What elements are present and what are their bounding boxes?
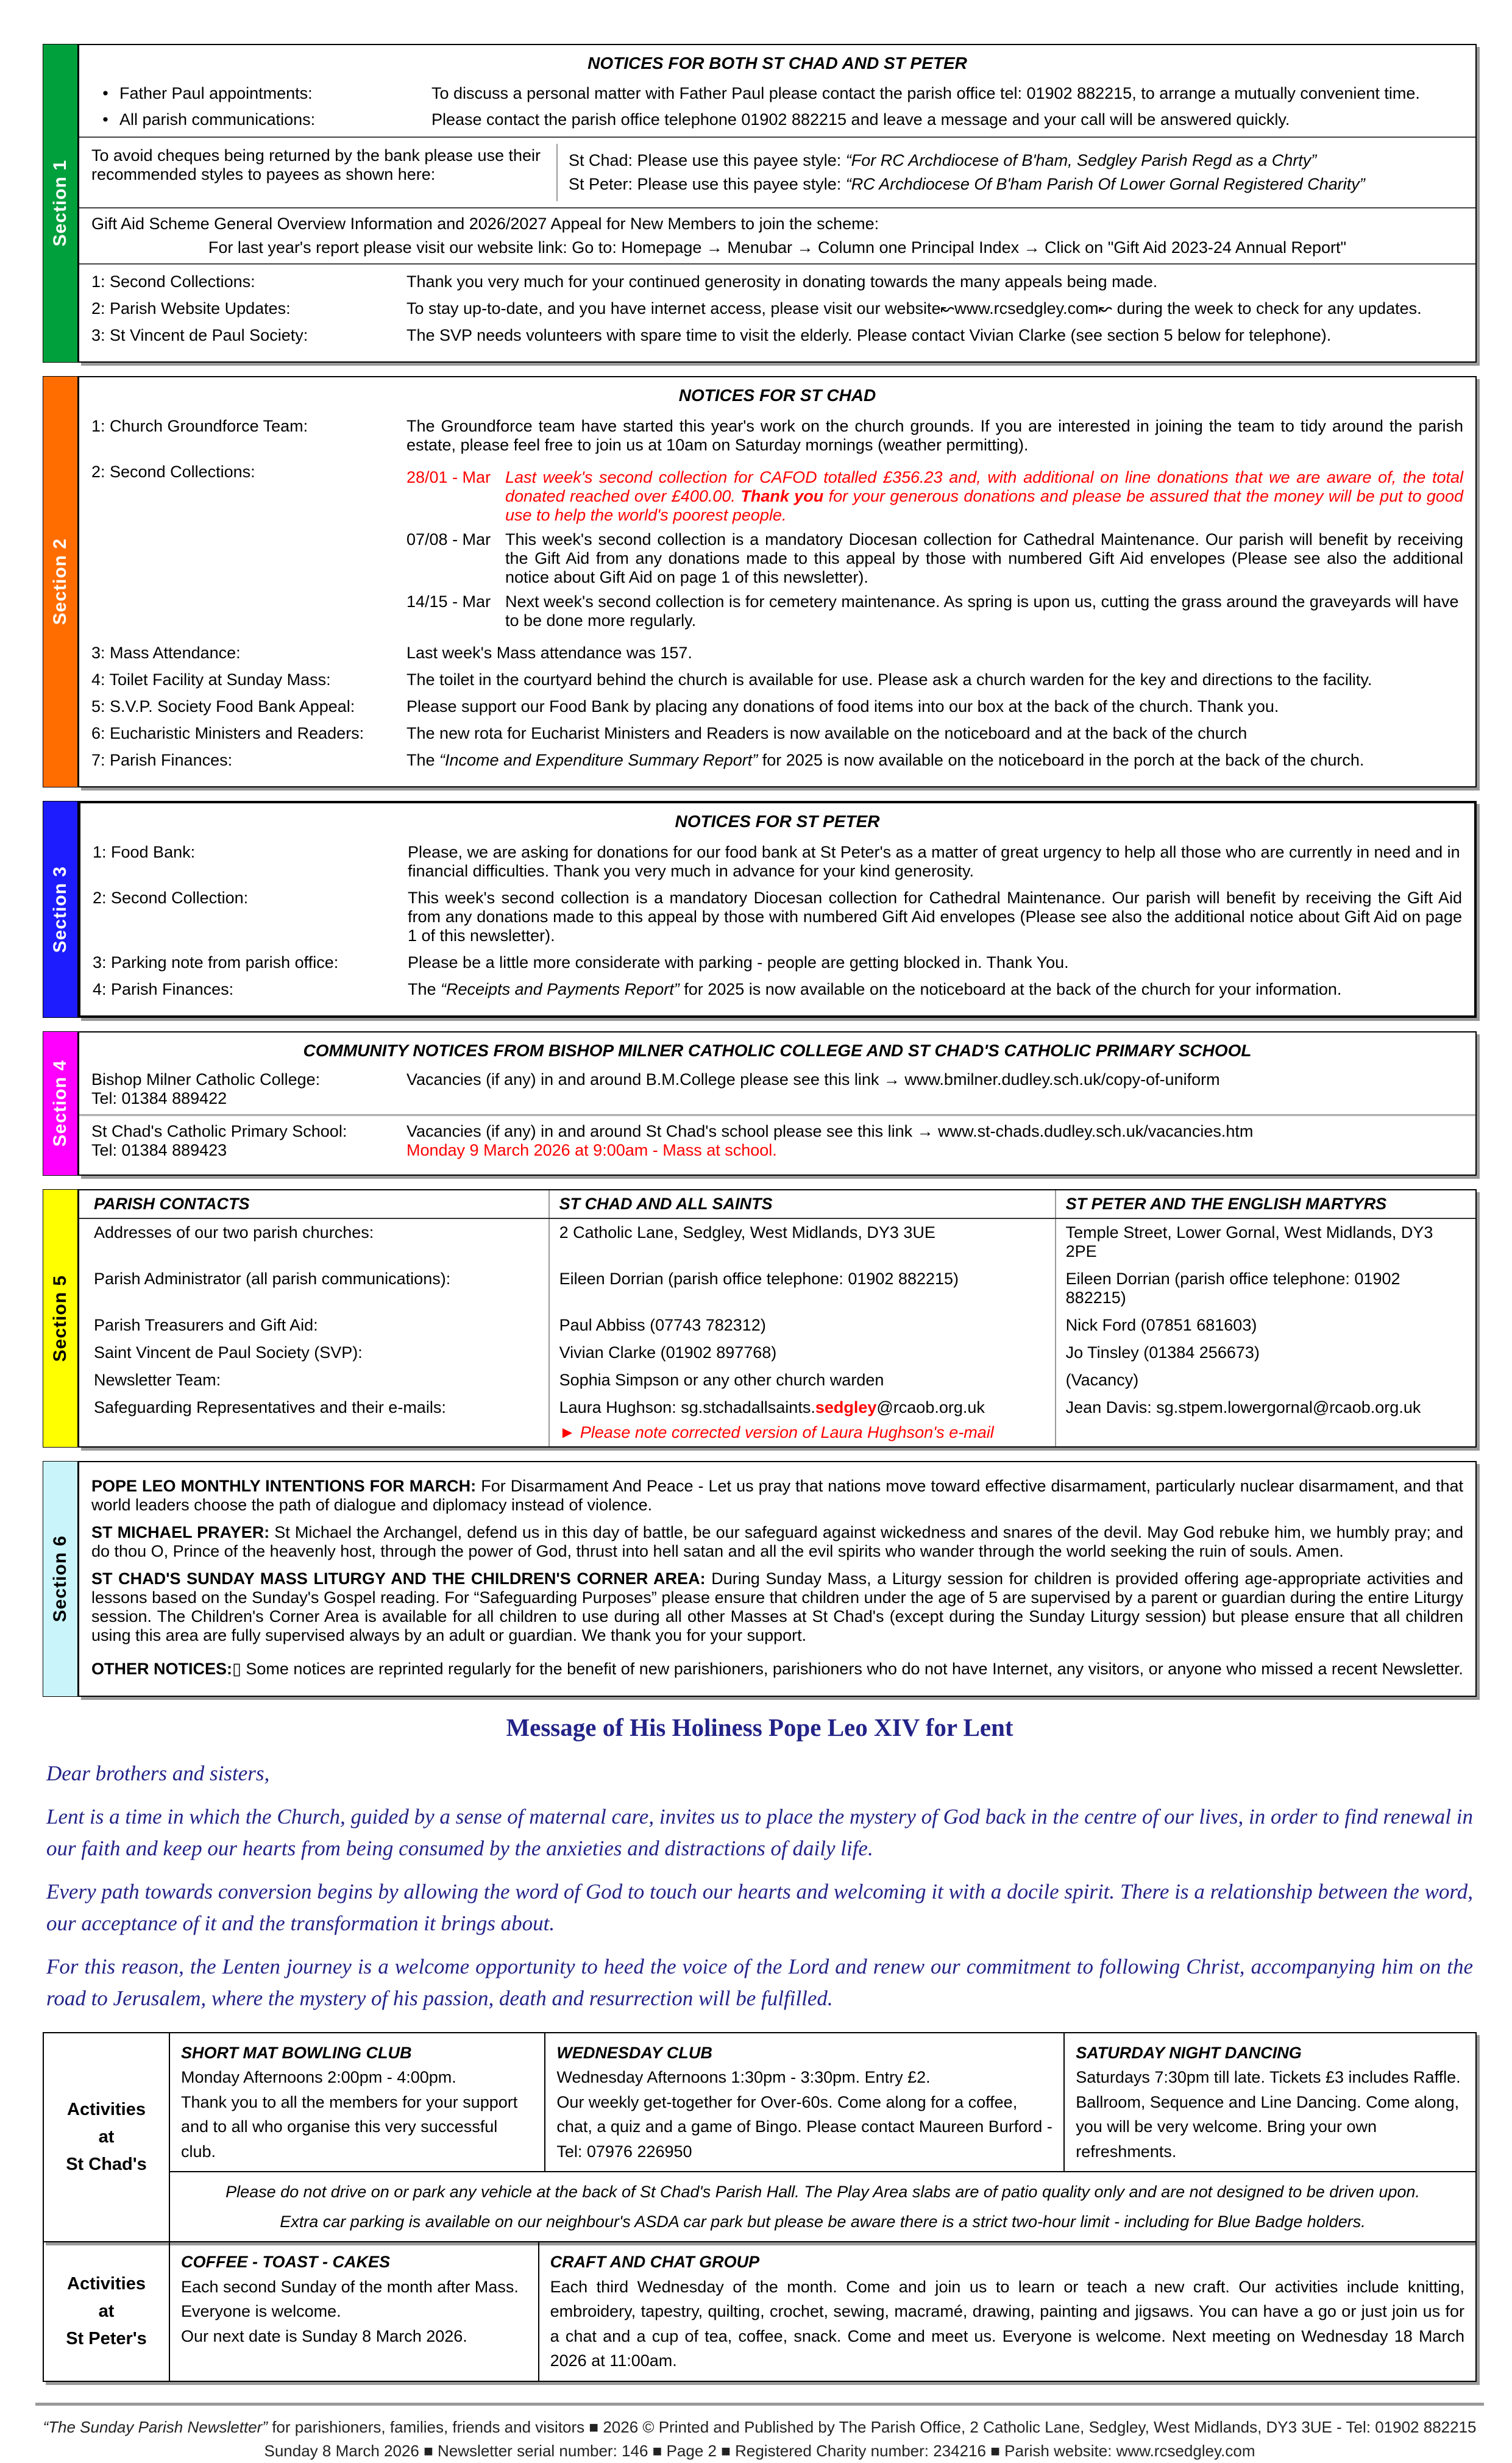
section-5-box xyxy=(78,1189,1477,1448)
contacts-header-row xyxy=(91,1190,1463,1218)
paragraph-text: St Michael the Archangel, defend us in this day of battle, be our safeguard against wickedness and snares of the devil. May God rebuke him, we humbly pray; and do thou O, Prince of the heavenly host, through the power of God, thrust into hell satan and all the evil spirits who wander through the world seeking the ruin of souls. Amen. xyxy=(91,1523,1463,1560)
section-1-color-bar xyxy=(43,44,78,363)
notice-text: Please, we are asking for donations for our food bank at St Peter's as a matter of great urgency to help all those who are currently in need and in financial difficulties. Thank you very much in advance for your kind generosity. xyxy=(408,843,1460,880)
section-2-color-bar xyxy=(43,376,78,787)
notice-label: 2: Parish Website Updates: xyxy=(91,299,291,318)
divider xyxy=(79,263,1475,265)
contacts-header: ST PETER AND THE ENGLISH MARTYRS xyxy=(1055,1190,1463,1218)
section-4-bar-label: Section 4 xyxy=(50,1060,70,1147)
label-line: at xyxy=(98,2301,115,2321)
section-6 xyxy=(43,1461,1477,1697)
contact-stchad: Sophia Simpson or any other church warden xyxy=(548,1367,1055,1394)
collection-item xyxy=(406,468,1463,525)
paragraph-text: During Sunday Mass, a Liturgy session for children is provided offering age-appropriate activities and lessons based on the Sunday's Gospel reading. For “Safeguarding Purposes” please ensure that children under the age of 5 are supervised by a parent or guardian during the entire Liturgy session. The Children's Corner Area is available for all children to use during all other Masses at St Chad's (except during the Sunday Liturgy session) but please ensure that all children using this area are fully supervised always by an adult or guardian. We thank you for your support. xyxy=(91,1569,1463,1644)
notice-row xyxy=(91,326,1463,345)
paragraph-lead: OTHER NOTICES:▯ xyxy=(91,1660,241,1678)
club-text: Ballroom, Sequence and Line Dancing. Come along, you will be very welcome. Bring your own refreshments. xyxy=(1076,2092,1460,2161)
notice-text xyxy=(408,980,1462,999)
footer-line2: Sunday 8 March 2026 ■ Newsletter serial number: 146 ■ Page 2 ■ Registered Charity number: 234216 ■ Parish website: www.rcsedgley.com xyxy=(264,2441,1255,2460)
contact-role: Saint Vincent de Paul Society (SVP): xyxy=(94,1343,363,1362)
collection-text xyxy=(505,468,1463,525)
collection-date: 14/15 - Mar xyxy=(406,592,491,611)
club-line: Everyone is welcome. xyxy=(181,2302,341,2321)
payee-pre: St Peter: Please use this payee style: xyxy=(569,175,842,193)
notice-label: 5: S.V.P. Society Food Bank Appeal: xyxy=(91,697,355,716)
activities-stchads-content xyxy=(170,2033,1475,2242)
collection-text: Next week's second collection is for cemetery maintenance. As spring is upon us, cutting the grass around the graveyards will have to be done more regularly. xyxy=(505,592,1459,630)
club-name: WEDNESDAY CLUB xyxy=(556,2043,712,2062)
contact-stchad: 2 Catholic Lane, Sedgley, West Midlands, DY3 3UE xyxy=(548,1219,1055,1265)
collection-date: 07/08 - Mar xyxy=(406,530,491,549)
section-3-color-bar xyxy=(43,801,78,1018)
label-line: Activities xyxy=(67,2099,146,2119)
section-2-bar-label: Section 2 xyxy=(50,538,70,625)
collection-item xyxy=(406,592,1463,630)
notice-text: The Groundforce team have started this year's work on the church grounds. If you are interested in joining the team to tidy around the parish estate, please feel free to join us at 10am on Saturday mornings (weather permitting). xyxy=(406,417,1463,454)
section-1 xyxy=(43,44,1477,363)
notice-label: 4: Parish Finances: xyxy=(93,980,234,998)
contacts-row xyxy=(91,1265,1463,1312)
payee-pre: St Chad: Please use this payee style: xyxy=(569,151,842,169)
notice-paragraph xyxy=(91,1660,1463,1679)
label-line: at xyxy=(98,2127,115,2147)
email-corrected-part: sedgley xyxy=(815,1398,877,1416)
section-3 xyxy=(43,801,1477,1018)
pope-message-title: Message of His Holiness Pope Leo XIV for Lent xyxy=(506,1713,1013,1741)
label-line: Activities xyxy=(67,2274,146,2294)
notice-row xyxy=(91,644,1463,663)
club-text: Thank you to all the members for your support and to all who organise this very successful club. xyxy=(181,2092,518,2161)
contacts-row xyxy=(91,1312,1463,1339)
club-cell xyxy=(170,2242,538,2381)
club-name: COFFEE - TOAST - CAKES xyxy=(181,2253,391,2272)
notice-row xyxy=(91,110,1463,129)
notice-row-parish-finances xyxy=(91,751,1463,770)
payee-styles xyxy=(556,144,1463,201)
school-tel: Tel: 01384 889423 xyxy=(91,1141,227,1159)
pope-message-paragraph: For this reason, the Lenten journey is a welcome opportunity to heed the voice of the Lord and renew our commitment to following Christ, accompanying him on the road to Jerusalem, where the mystery of his passion, death and resurrection will be fulfilled. xyxy=(46,1954,1473,2010)
collection-item xyxy=(406,530,1463,587)
contact-stchad: Vivian Clarke (01902 897768) xyxy=(548,1339,1055,1367)
notice-label: 7: Parish Finances: xyxy=(91,751,233,769)
safeguarding-email xyxy=(559,1398,1046,1417)
club-name: SHORT MAT BOWLING CLUB xyxy=(181,2043,412,2062)
pope-message xyxy=(46,1713,1473,2015)
notice-label: 1: Food Bank: xyxy=(93,843,196,861)
label-line: St Peter's xyxy=(66,2328,147,2348)
contacts-header: PARISH CONTACTS xyxy=(94,1195,250,1213)
footer-line1-text: for parishioners, families, friends and visitors ■ 2026 © Printed and Published by The Parish Office, 2 Catholic Lane, Sedgley, West Midlands, DY3 3UE - Tel: 01902 882215 xyxy=(267,2417,1477,2436)
notice-text: Please support our Food Bank by placing any donations of food items into our box at the back of the church. Thank you. xyxy=(406,697,1279,716)
club-cell xyxy=(538,2242,1475,2381)
contacts-row xyxy=(91,1367,1463,1394)
contacts-row-safeguarding xyxy=(91,1394,1463,1446)
collection-date: 28/01 - Mar xyxy=(406,468,491,486)
notice-label: 2: Second Collection: xyxy=(93,889,249,907)
clubs-row xyxy=(170,2033,1475,2172)
school-tel: Tel: 01384 889422 xyxy=(91,1089,227,1107)
payee-style-stpeter xyxy=(569,175,1463,194)
parking-note xyxy=(170,2171,1475,2241)
contacts-row xyxy=(91,1339,1463,1367)
text-part: for 2025 is now available on the noticeboard at the back of the church for your information. xyxy=(679,980,1342,998)
contact-stchad: Paul Abbiss (07743 782312) xyxy=(548,1312,1055,1339)
collection-text: This week's second collection is a mandatory Diocesan collection for Cathedral Maintenance. Our parish will benefit by receiving the Gift Aid from any donations made to this appeal by those with numbered Gift Aid envelopes (Please see also the additional notice about Gift Aid on page 1 of this newsletter). xyxy=(505,530,1463,586)
contact-role: Parish Administrator (all parish communications): xyxy=(94,1270,451,1288)
contact-role: Newsletter Team: xyxy=(94,1371,221,1389)
notice-text: This week's second collection is a mandatory Diocesan collection for Cathedral Maintenance. Our parish will benefit by receiving the Gift Aid from any donations made to this appeal by those with numbered Gift Aid envelopes (Please see also the additional notice about Gift Aid on page 1 of this newsletter). xyxy=(408,889,1462,945)
notice-text: To discuss a personal matter with Father Paul please contact the parish office tel: 01902 882215, to arrange a mutually convenient time. xyxy=(431,84,1420,102)
section-6-box xyxy=(78,1461,1477,1697)
text-part: for 2025 is now available on the noticeboard in the porch at the back of the church. xyxy=(758,751,1365,769)
notice-paragraph xyxy=(91,1569,1463,1645)
club-cell xyxy=(544,2033,1063,2172)
notice-label: 1: Second Collections: xyxy=(91,272,255,291)
section-4-title: COMMUNITY NOTICES FROM BISHOP MILNER CATHOLIC COLLEGE AND ST CHAD'S CATHOLIC PRIMARY SCHOOL xyxy=(303,1041,1252,1060)
notice-text: Please be a little more considerate with parking - people are getting blocked in. Thank You. xyxy=(408,953,1069,972)
notice-row xyxy=(91,697,1463,716)
club-line: Our next date is Sunday 8 March 2026. xyxy=(181,2326,467,2345)
notice-label: 2: Second Collections: xyxy=(91,463,255,481)
notice-text: Last week's Mass attendance was 157. xyxy=(406,644,692,662)
payee-quote: “For RC Archdiocese of B'ham, Sedgley Parish Regd as a Chrty” xyxy=(845,151,1317,169)
section-6-color-bar xyxy=(43,1461,78,1697)
payee-style-row xyxy=(91,144,1463,201)
school-vacancies: Vacancies (if any) in and around St Chad's school please see this link → www.st-chads.dudley.sch.uk/vacancies.htm xyxy=(406,1122,1254,1140)
school-notice-row xyxy=(91,1064,1463,1114)
notice-row xyxy=(91,299,1463,318)
thank-you-bold: Thank you xyxy=(740,487,824,505)
notice-row xyxy=(91,670,1463,689)
section-2 xyxy=(43,376,1477,787)
club-time: Saturdays 7:30pm till late. Tickets £3 includes Raffle. xyxy=(1076,2068,1461,2086)
notice-paragraph xyxy=(91,1477,1463,1515)
club-cell xyxy=(1063,2033,1475,2172)
contact-stchad: Eileen Dorrian (parish office telephone: 01902 882215) xyxy=(548,1265,1055,1312)
section-1-box xyxy=(78,44,1477,363)
clubs-row xyxy=(170,2242,1475,2381)
section-4-box xyxy=(78,1031,1477,1176)
payee-quote: “RC Archdiocese Of B'ham Parish Of Lower Gornal Registered Charity” xyxy=(845,175,1365,193)
section-4 xyxy=(43,1031,1477,1176)
label-line: St Chad's xyxy=(66,2154,147,2174)
divider xyxy=(79,137,1475,138)
section-3-bar-label: Section 3 xyxy=(50,865,70,953)
notice-label: 3: Mass Attendance: xyxy=(91,644,241,662)
contact-stpeter: Jo Tinsley (01384 256673) xyxy=(1055,1339,1463,1367)
notice-label: 4: Toilet Facility at Sunday Mass: xyxy=(91,670,331,689)
section-3-box xyxy=(78,801,1477,1018)
paragraph-text: Some notices are reprinted regularly for the benefit of new parishioners, parishioners who do not have Internet, any visitors, or anyone who missed a recent Newsletter. xyxy=(241,1660,1463,1678)
report-title-italic: “Income and Expenditure Summary Report” xyxy=(439,751,758,769)
text-part: The xyxy=(408,980,441,998)
giftaid-row xyxy=(91,215,1463,257)
bullet-icon: • xyxy=(102,110,108,129)
activities-stchads-table xyxy=(43,2032,1477,2243)
section-2-box xyxy=(78,376,1477,787)
contact-stpeter: Jean Davis: sg.stpem.lowergornal@rcaob.org.uk xyxy=(1055,1394,1463,1446)
notice-row xyxy=(93,889,1462,945)
pope-message-paragraph: Dear brothers and sisters, xyxy=(46,1761,270,1785)
collection-text-part: for your generous donations and please be assured that the money will be put to good use to help the world's poorest people. xyxy=(505,487,1463,524)
club-name: CRAFT AND CHAT GROUP xyxy=(550,2253,760,2272)
divider xyxy=(79,207,1475,208)
contacts-row xyxy=(91,1219,1463,1265)
notice-text: Thank you very much for your continued generosity in donating towards the many appeals being made. xyxy=(406,272,1158,291)
paragraph-lead: ST MICHAEL PRAYER: xyxy=(91,1523,270,1541)
notice-text xyxy=(406,751,1463,770)
notice-label: All parish communications: xyxy=(119,110,316,129)
newsletter-title: “The Sunday Parish Newsletter” xyxy=(43,2417,268,2436)
email-correction-note: ► Please note corrected version of Laura Hughson's e-mail xyxy=(559,1423,994,1441)
section-5-color-bar xyxy=(43,1189,78,1448)
school-notice-row xyxy=(91,1116,1463,1166)
notice-row xyxy=(91,417,1463,455)
email-part: Laura Hughson: sg.stchadallsaints. xyxy=(559,1398,815,1416)
section-2-title: NOTICES FOR ST CHAD xyxy=(678,386,876,405)
contact-stchad xyxy=(548,1394,1055,1446)
notice-row xyxy=(93,953,1462,972)
school-name: St Chad's Catholic Primary School: xyxy=(91,1122,347,1140)
activities-stpeters-table xyxy=(43,2242,1477,2382)
collection-text-part: Last week's second collection for CAFOD totalled £356.23 and, with additional on line donations that we are aware of, the total donated reached over £400.00. xyxy=(505,468,1463,505)
parking-note-line1: Please do not drive on or park any vehicle at the back of St Chad's Parish Hall. The Play Area slabs are of patio quality only and are not designed to be driven upon. xyxy=(225,2183,1420,2201)
text-part: The xyxy=(406,751,440,769)
paragraph-text: For Disarmament And Peace - Let us pray that nations move toward effective disarmament, particularly nuclear disarmament, and that world leaders choose the path of dialogue and diplomacy instead of violence. xyxy=(91,1477,1464,1514)
club-time: Wednesday Afternoons 1:30pm - 3:30pm. Entry £2. xyxy=(556,2068,931,2086)
club-time: Monday Afternoons 2:00pm - 4:00pm. xyxy=(181,2068,456,2086)
section-1-bar-label: Section 1 xyxy=(50,160,70,247)
notice-label: 6: Eucharistic Ministers and Readers: xyxy=(91,724,364,742)
school-text xyxy=(406,1122,1463,1160)
paragraph-lead: POPE LEO MONTHLY INTENTIONS FOR MARCH: xyxy=(91,1477,477,1495)
page-footer xyxy=(35,2403,1484,2463)
school-mass-note: Monday 9 March 2026 at 9:00am - Mass at school. xyxy=(406,1141,777,1159)
contact-role: Safeguarding Representatives and their e-mails: xyxy=(94,1398,446,1416)
footer-line1 xyxy=(35,2415,1484,2439)
notice-row xyxy=(91,724,1463,743)
contact-role: Parish Treasurers and Gift Aid: xyxy=(94,1316,318,1334)
section-4-color-bar xyxy=(43,1031,78,1176)
section-3-title: NOTICES FOR ST PETER xyxy=(675,812,880,831)
second-collections-schedule xyxy=(406,463,1463,636)
club-cell xyxy=(170,2033,544,2172)
notice-text: Please contact the parish office telephone 01902 882215 and leave a message and your call will be answered quickly. xyxy=(431,110,1290,129)
section-5 xyxy=(43,1189,1477,1448)
giftaid-line2: For last year's report please visit our website link: Go to: Homepage → Menubar → Column one Principal Index → Click on "Gift Aid 2023-24 Annual Report" xyxy=(208,238,1347,257)
section-5-bar-label: Section 5 xyxy=(50,1274,70,1362)
notice-label: 3: St Vincent de Paul Society: xyxy=(91,326,308,344)
notice-row xyxy=(91,84,1463,103)
paragraph-lead: ST CHAD'S SUNDAY MASS LITURGY AND THE CHILDREN'S CORNER AREA: xyxy=(91,1569,706,1588)
notice-text: The SVP needs volunteers with spare time to visit the elderly. Please contact Vivian Clarke (see section 5 below for telephone). xyxy=(406,326,1332,344)
pope-message-paragraph: Every path towards conversion begins by allowing the word of God to touch our hearts and welcoming it with a docile spirit. There is a relationship between the word, our acceptance of it and the transformation it brings about. xyxy=(46,1879,1473,1935)
club-text: Our weekly get-together for Over-60s. Come along for a coffee, chat, a quiz and a game of Bingo. Please contact Maureen Burford - Tel: 07976 226950 xyxy=(556,2092,1052,2161)
club-text: Each third Wednesday of the month. Come and join us to learn or teach a new craft. Our activities include knitting, embroidery, tapestry, quilting, crochet, sewing, macramé, drawing, painting and jigsaws. You can have a go or just join us for a chat and a cup of tea, coffee, snack. Come and meet us. Everyone is welcome. Next meeting on Wednesday 18 March 2026 at 11:00am. xyxy=(550,2277,1464,2370)
section-1-title: NOTICES FOR BOTH ST CHAD AND ST PETER xyxy=(587,54,967,73)
school-label xyxy=(91,1070,406,1108)
contact-stpeter: Temple Street, Lower Gornal, West Midlands, DY3 2PE xyxy=(1055,1219,1463,1265)
activities-stpeters-label xyxy=(44,2242,170,2381)
contact-stpeter: (Vacancy) xyxy=(1055,1367,1463,1394)
club-name: SATURDAY NIGHT DANCING xyxy=(1076,2043,1302,2062)
notice-label: 3: Parking note from parish office: xyxy=(93,953,339,972)
contact-stpeter: Eileen Dorrian (parish office telephone: 01902 882215) xyxy=(1055,1265,1463,1312)
notice-label: Father Paul appointments: xyxy=(119,84,313,102)
notice-text: The toilet in the courtyard behind the church is available for use. Please ask a church warden for the key and directions to the facility. xyxy=(406,670,1372,689)
notice-row xyxy=(91,272,1463,291)
bullet-icon: • xyxy=(102,84,108,102)
section-6-bar-label: Section 6 xyxy=(50,1535,70,1622)
activities-stpeters-content xyxy=(170,2242,1475,2381)
payee-intro: To avoid cheques being returned by the bank please use their recommended styles to payees as shown here: xyxy=(91,146,541,183)
notice-row-second-collections xyxy=(91,463,1463,636)
report-title-italic: “Receipts and Payments Report” xyxy=(441,980,680,998)
notice-paragraph xyxy=(91,1523,1463,1561)
school-label xyxy=(91,1122,406,1160)
notice-text: To stay up-to-date, and you have internet access, please visit our website↜www.rcsedgley.com↜ during the week to check for any updates. xyxy=(406,299,1422,318)
school-name: Bishop Milner Catholic College: xyxy=(91,1070,321,1089)
email-part: @rcaob.org.uk xyxy=(876,1398,985,1416)
club-line: Each second Sunday of the month after Mass. xyxy=(181,2277,519,2296)
contact-stpeter: Nick Ford (07851 681603) xyxy=(1055,1312,1463,1339)
giftaid-line1: Gift Aid Scheme General Overview Information and 2026/2027 Appeal for New Members to join the scheme: xyxy=(91,215,879,233)
parking-note-line2: Extra car parking is available on our neighbour's ASDA car park but please be aware there is a strict two-hour limit - including for Blue Badge holders. xyxy=(280,2212,1366,2231)
notice-label: 1: Church Groundforce Team: xyxy=(91,417,308,435)
notice-row xyxy=(93,843,1462,881)
pope-message-paragraph: Lent is a time in which the Church, guided by a sense of maternal care, invites us to place the mystery of God back in the centre of our lives, in order to find renewal in our faith and keep our hearts from being consumed by the anxieties and distractions of daily life. xyxy=(46,1804,1473,1860)
contacts-header: ST CHAD AND ALL SAINTS xyxy=(548,1190,1055,1218)
school-text: Vacancies (if any) in and around B.M.College please see this link → www.bmilner.dudley.sch.uk/copy-of-uniform xyxy=(406,1070,1220,1089)
payee-style-stchad xyxy=(569,151,1463,170)
notice-text: The new rota for Eucharist Ministers and Readers is now available on the noticeboard and at the back of the church xyxy=(406,724,1248,742)
contact-role: Addresses of our two parish churches: xyxy=(94,1223,374,1242)
activities-stchads-label xyxy=(44,2033,170,2242)
notice-row-parish-finances xyxy=(93,980,1462,999)
